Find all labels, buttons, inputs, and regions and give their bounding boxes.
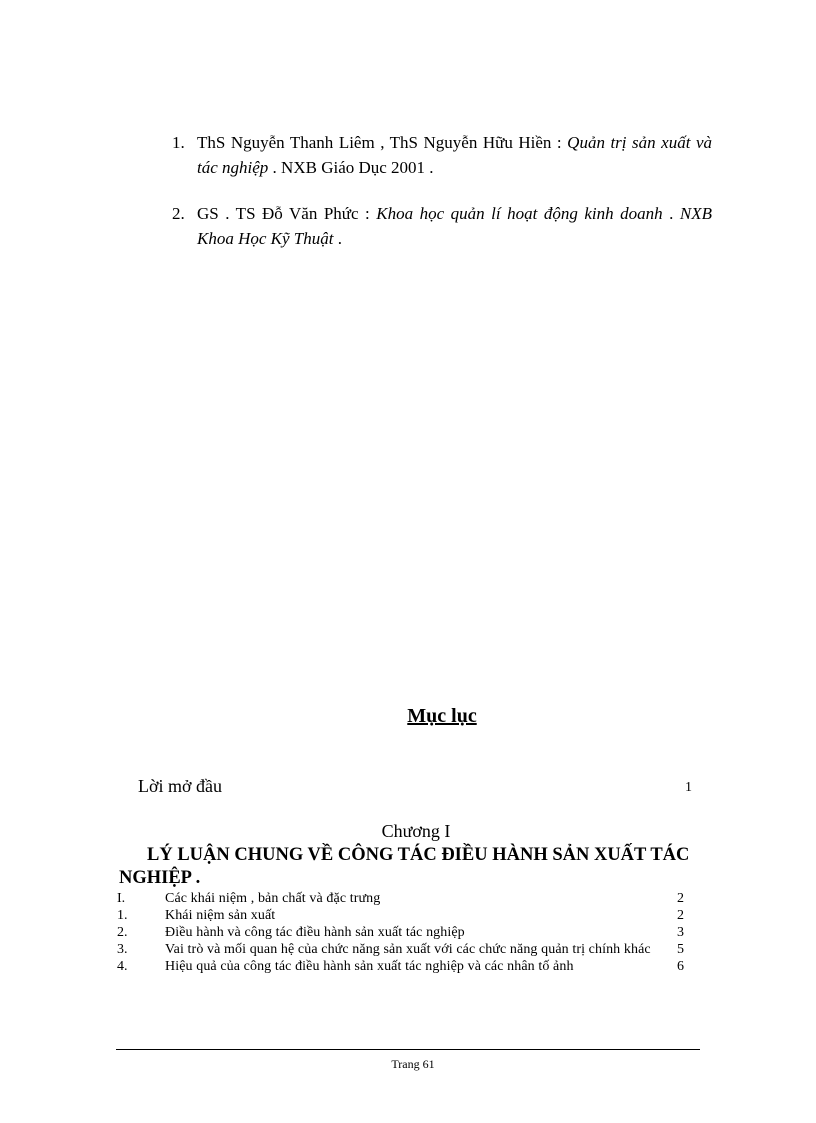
reference-body bbox=[197, 130, 712, 180]
toc-intro-page: 1 bbox=[685, 780, 692, 795]
reference-item bbox=[172, 201, 712, 251]
reference-body bbox=[197, 201, 712, 251]
reference-title: Khoa học quản lí hoạt động kinh doanh bbox=[376, 204, 663, 223]
toc-entry bbox=[117, 907, 697, 924]
toc-entry bbox=[117, 924, 697, 941]
toc-entry-page: 6 bbox=[677, 959, 684, 974]
reference-publisher: . bbox=[662, 204, 680, 223]
toc-entry-number: 1. bbox=[117, 908, 128, 923]
toc-entry-page: 2 bbox=[677, 908, 684, 923]
toc-entry-page: 3 bbox=[677, 925, 684, 940]
toc-entry bbox=[117, 941, 697, 958]
toc-entry-page: 2 bbox=[677, 891, 684, 906]
toc-entry-text: Hiệu quả của công tác điều hành sản xuất tác nghiệp và các nhân tố ảnh bbox=[165, 959, 574, 974]
reference-number: 2. bbox=[172, 204, 185, 223]
toc-intro-label: Lời mở đầu bbox=[138, 776, 223, 796]
reference-publisher-italic: NXB Khoa Học Kỹ Thuật bbox=[197, 204, 713, 248]
chapter-heading: LÝ LUẬN CHUNG VỀ CÔNG TÁC ĐIỀU HÀNH SẢN XUẤT TÁC NGHIỆP . bbox=[119, 845, 690, 888]
chapter-label: Chương I bbox=[381, 821, 451, 841]
toc-entry bbox=[117, 890, 697, 907]
reference-number: 1. bbox=[172, 133, 185, 152]
toc-entry-number: I. bbox=[117, 891, 126, 906]
toc-entry-text: Các khái niệm , bản chất và đặc trưng bbox=[165, 891, 381, 906]
toc-entry-page: 5 bbox=[677, 942, 684, 957]
toc-entry-text: Khái niệm sản xuất bbox=[165, 908, 276, 923]
toc-entry-number: 4. bbox=[117, 959, 128, 974]
reference-authors: GS . TS Đỗ Văn Phức : bbox=[197, 204, 377, 223]
toc-entry bbox=[117, 958, 697, 975]
footer-divider bbox=[116, 1049, 700, 1050]
toc-title: Mục lục bbox=[407, 705, 477, 727]
toc-table bbox=[117, 890, 697, 975]
reference-item bbox=[172, 130, 712, 180]
toc-entry-number: 3. bbox=[117, 942, 128, 957]
reference-end: . bbox=[333, 229, 342, 248]
toc-entry-number: 2. bbox=[117, 925, 128, 940]
reference-publisher: . NXB Giáo Dục 2001 . bbox=[268, 158, 434, 177]
page-number: Trang 61 bbox=[391, 1057, 435, 1071]
toc-entry-text: Điều hành và công tác điều hành sản xuất tác nghiệp bbox=[165, 925, 465, 940]
toc-entry-text: Vai trò và mối quan hệ của chức năng sản xuất với các chức năng quản trị chính khác bbox=[165, 942, 651, 957]
reference-title: Quản trị sản xuất và tác nghiệp bbox=[197, 133, 712, 177]
reference-authors: ThS Nguyễn Thanh Liêm , ThS Nguyễn Hữu Hiền : bbox=[197, 133, 568, 152]
